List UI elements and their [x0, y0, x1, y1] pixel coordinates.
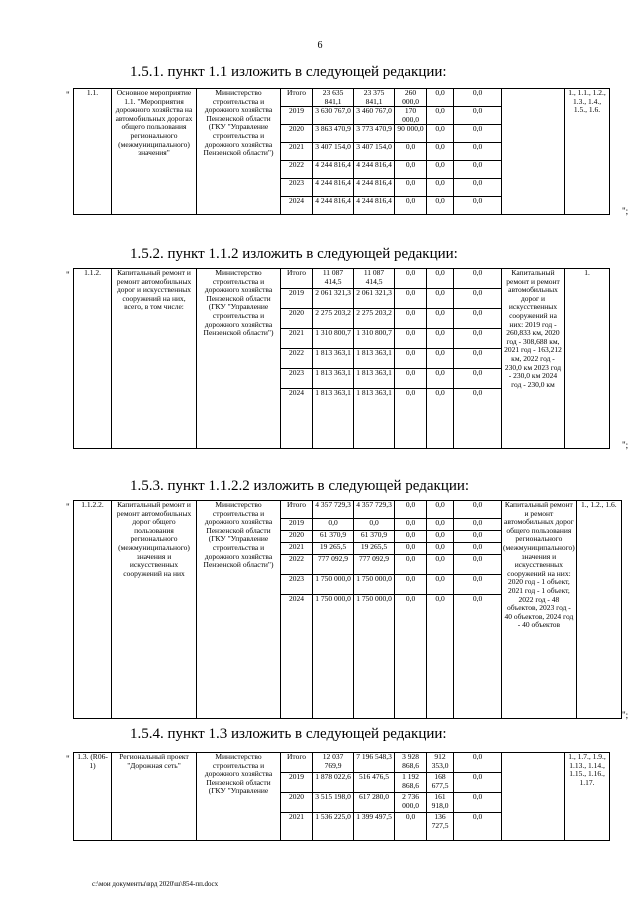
year-cell: Итого [281, 501, 313, 519]
year-cell: 2020 [281, 125, 313, 143]
year-cell: 2019 [281, 773, 313, 793]
opening-quote: " [66, 90, 70, 100]
measures-table [73, 500, 622, 719]
amount-cell: 0,0 [454, 519, 502, 531]
year-cell: 2021 [281, 143, 313, 161]
year-cell: 2022 [281, 555, 313, 575]
indicators-cell: 1., 1.7., 1.9., 1.13., 1.14., 1.15., 1.16., 1.17. [565, 753, 610, 841]
amount-cell: 0,0 [427, 595, 454, 719]
amount-cell: 61 370,9 [354, 531, 395, 543]
amount-cell: 0,0 [354, 519, 395, 531]
closing-quote: "; [622, 206, 629, 216]
amount-cell: 0,0 [454, 501, 502, 519]
amount-cell: 0,0 [454, 595, 502, 719]
page-number: 6 [317, 40, 323, 51]
amount-cell: 3 515 198,0 [313, 793, 354, 813]
year-cell: 2019 [281, 289, 313, 309]
amount-cell: 0,0 [427, 89, 454, 107]
amount-cell: 4 244 816,4 [354, 161, 395, 179]
item-number: 1.3. (R06-1) [74, 753, 112, 841]
amount-cell: 19 265,5 [354, 543, 395, 555]
measure-name: Капитальный ремонт и ремонт автомобильных дорог и искусственных сооружений на них, всего, в том числе: [112, 269, 197, 449]
amount-cell: 0,0 [454, 329, 502, 349]
amount-cell: 0,0 [395, 289, 427, 309]
amount-cell: 11 087 414,5 [354, 269, 395, 289]
executor: Министерство строительства и дорожного хозяйства Пензенской области (ГКУ "Управление строительства и дорожного хозяйства Пензенской области") [197, 501, 281, 719]
amount-cell: 0,0 [427, 349, 454, 369]
amount-cell: 0,0 [395, 519, 427, 531]
amount-cell: 0,0 [395, 501, 427, 519]
executor: Министерство строительства и дорожного хозяйства Пензенской области (ГКУ "Управление строительства и дорожного хозяйства Пензенской области") [197, 89, 281, 215]
amount-cell: 0,0 [454, 197, 502, 215]
amount-cell: 4 244 816,4 [313, 197, 354, 215]
amount-cell: 0,0 [395, 531, 427, 543]
amount-cell: 1 813 363,1 [354, 369, 395, 389]
table-row [74, 501, 622, 519]
year-cell: 2020 [281, 309, 313, 329]
amount-cell: 1 878 022,6 [313, 773, 354, 793]
amount-cell: 161 918,0 [427, 793, 454, 813]
amount-cell: 4 244 816,4 [354, 179, 395, 197]
section-heading: 1.5.1. пункт 1.1 изложить в следующей редакции: [130, 64, 447, 80]
amount-cell: 7 196 548,3 [354, 753, 395, 773]
amount-cell: 1 813 363,1 [354, 349, 395, 369]
amount-cell: 260 000,0 [395, 89, 427, 107]
amount-cell: 4 244 816,4 [313, 179, 354, 197]
amount-cell: 2 061 321,3 [313, 289, 354, 309]
year-cell: 2021 [281, 329, 313, 349]
amount-cell: 0,0 [454, 575, 502, 595]
year-cell: Итого [281, 269, 313, 289]
indicators-cell: 1., 1.2., 1.6. [576, 501, 621, 719]
amount-cell: 0,0 [454, 813, 502, 841]
amount-cell: 1 813 363,1 [354, 389, 395, 449]
amount-cell: 2 736 000,0 [395, 793, 427, 813]
amount-cell: 0,0 [427, 389, 454, 449]
amount-cell: 0,0 [454, 793, 502, 813]
amount-cell: 0,0 [454, 349, 502, 369]
amount-cell: 0,0 [454, 107, 502, 125]
amount-cell: 2 275 203,2 [354, 309, 395, 329]
amount-cell: 777 092,9 [354, 555, 395, 575]
amount-cell: 0,0 [454, 543, 502, 555]
amount-cell: 4 357 729,3 [313, 501, 354, 519]
amount-cell: 1 813 363,1 [313, 369, 354, 389]
amount-cell: 1 813 363,1 [313, 349, 354, 369]
year-cell: Итого [281, 753, 313, 773]
amount-cell: 3 773 470,9 [354, 125, 395, 143]
table-row [74, 753, 610, 773]
section-heading: 1.5.4. пункт 1.3 изложить в следующей редакции: [130, 726, 447, 742]
amount-cell: 0,0 [454, 289, 502, 309]
amount-cell: 1 813 363,1 [313, 389, 354, 449]
measure-name: Основное мероприятие 1.1. "Мероприятия дорожного хозяйства на автомобильных дорогах общего пользования регионального (межмуниципального) значения" [112, 89, 197, 215]
opening-quote: " [66, 754, 70, 764]
amount-cell: 1 310 800,7 [313, 329, 354, 349]
amount-cell: 0,0 [395, 389, 427, 449]
executor: Министерство строительства и дорожного хозяйства Пензенской области (ГКУ "Управление [197, 753, 281, 841]
item-number: 1.1.2.2. [74, 501, 112, 719]
amount-cell: 61 370,9 [313, 531, 354, 543]
amount-cell: 0,0 [454, 269, 502, 289]
indicators-cell: 1., 1.1., 1.2., 1.3., 1.4., 1.5., 1.6. [565, 89, 610, 215]
amount-cell: 3 928 868,6 [395, 753, 427, 773]
result-cell: Капитальный ремонт и ремонт автомобильных дорог общего пользования регионального (межмуниципального) значения и искусственных сооружений на них: 2020 год - 1 объект, 2021 год - 1 объект, 2022 год - 48 объектов, 2023 год - 40 объектов, 2024 год - 40 объектов [502, 501, 577, 719]
opening-quote: " [66, 270, 70, 280]
amount-cell: 0,0 [454, 89, 502, 107]
amount-cell: 0,0 [427, 555, 454, 575]
amount-cell: 3 407 154,0 [313, 143, 354, 161]
year-cell: 2019 [281, 107, 313, 125]
amount-cell: 0,0 [395, 329, 427, 349]
year-cell: 2022 [281, 349, 313, 369]
amount-cell: 0,0 [427, 161, 454, 179]
year-cell: Итого [281, 89, 313, 107]
amount-cell: 23 375 841,1 [354, 89, 395, 107]
section-heading: 1.5.2. пункт 1.1.2 изложить в следующей редакции: [130, 246, 458, 262]
indicators-cell: 1. [565, 269, 610, 449]
amount-cell: 4 244 816,4 [354, 197, 395, 215]
year-cell: 2021 [281, 813, 313, 841]
amount-cell: 0,0 [454, 555, 502, 575]
amount-cell: 0,0 [427, 531, 454, 543]
section-heading: 1.5.3. пункт 1.1.2.2 изложить в следующей редакции: [130, 478, 470, 494]
amount-cell: 0,0 [427, 369, 454, 389]
amount-cell: 0,0 [427, 143, 454, 161]
amount-cell: 0,0 [454, 389, 502, 449]
year-cell: 2020 [281, 793, 313, 813]
amount-cell: 617 280,0 [354, 793, 395, 813]
item-number: 1.1.2. [74, 269, 112, 449]
table-row [74, 269, 610, 289]
year-cell: 2023 [281, 369, 313, 389]
amount-cell: 0,0 [427, 197, 454, 215]
amount-cell: 19 265,5 [313, 543, 354, 555]
amount-cell: 1 310 800,7 [354, 329, 395, 349]
closing-quote: "; [622, 710, 629, 720]
amount-cell: 0,0 [454, 125, 502, 143]
measures-table [73, 268, 610, 449]
year-cell: 2024 [281, 197, 313, 215]
closing-quote: "; [622, 440, 629, 450]
year-cell: 2019 [281, 519, 313, 531]
amount-cell: 12 037 769,9 [313, 753, 354, 773]
amount-cell: 0,0 [395, 595, 427, 719]
amount-cell: 0,0 [427, 179, 454, 197]
footer-path: c:\мои документы\врд 2020\ш\854-пп.docx [92, 880, 219, 888]
amount-cell: 0,0 [427, 125, 454, 143]
result-cell [502, 753, 565, 841]
amount-cell: 0,0 [395, 179, 427, 197]
amount-cell: 0,0 [427, 543, 454, 555]
amount-cell: 777 092,9 [313, 555, 354, 575]
item-number: 1.1. [74, 89, 112, 215]
amount-cell: 1 536 225,0 [313, 813, 354, 841]
amount-cell: 3 407 154,0 [354, 143, 395, 161]
amount-cell: 0,0 [454, 773, 502, 793]
amount-cell: 0,0 [427, 575, 454, 595]
amount-cell: 170 000,0 [395, 107, 427, 125]
amount-cell: 0,0 [454, 143, 502, 161]
amount-cell: 0,0 [454, 753, 502, 773]
amount-cell: 1 750 000,0 [354, 575, 395, 595]
year-cell: 2024 [281, 389, 313, 449]
amount-cell: 0,0 [395, 349, 427, 369]
amount-cell: 0,0 [395, 543, 427, 555]
result-cell [502, 89, 565, 215]
amount-cell: 0,0 [395, 143, 427, 161]
amount-cell: 0,0 [427, 501, 454, 519]
amount-cell: 0,0 [454, 179, 502, 197]
amount-cell: 1 399 497,5 [354, 813, 395, 841]
amount-cell: 912 353,0 [427, 753, 454, 773]
year-cell: 2023 [281, 179, 313, 197]
amount-cell: 0,0 [395, 197, 427, 215]
amount-cell: 3 460 767,0 [354, 107, 395, 125]
amount-cell: 0,0 [454, 161, 502, 179]
amount-cell: 0,0 [395, 575, 427, 595]
amount-cell: 0,0 [395, 555, 427, 575]
amount-cell: 0,0 [395, 161, 427, 179]
measure-name: Капитальный ремонт и ремонт автомобильных дорог общего пользования регионального (межмуниципального) значения и искусственных сооружений на них [112, 501, 197, 719]
amount-cell: 3 863 470,9 [313, 125, 354, 143]
amount-cell: 0,0 [427, 519, 454, 531]
amount-cell: 90 000,0 [395, 125, 427, 143]
amount-cell: 1 750 000,0 [313, 595, 354, 719]
opening-quote: " [66, 502, 70, 512]
amount-cell: 1 750 000,0 [313, 575, 354, 595]
amount-cell: 0,0 [427, 289, 454, 309]
amount-cell: 0,0 [427, 309, 454, 329]
amount-cell: 0,0 [427, 107, 454, 125]
year-cell: 2023 [281, 575, 313, 595]
measures-table [73, 88, 610, 215]
amount-cell: 0,0 [454, 531, 502, 543]
amount-cell: 4 244 816,4 [313, 161, 354, 179]
amount-cell: 0,0 [427, 269, 454, 289]
year-cell: 2022 [281, 161, 313, 179]
amount-cell: 136 727,5 [427, 813, 454, 841]
amount-cell: 1 192 868,6 [395, 773, 427, 793]
amount-cell: 168 677,5 [427, 773, 454, 793]
amount-cell: 0,0 [395, 369, 427, 389]
table-row [74, 89, 610, 107]
measures-table [73, 752, 610, 841]
amount-cell: 516 476,5 [354, 773, 395, 793]
amount-cell: 0,0 [395, 309, 427, 329]
amount-cell: 0,0 [313, 519, 354, 531]
amount-cell: 0,0 [395, 269, 427, 289]
executor: Министерство строительства и дорожного хозяйства Пензенской области (ГКУ "Управление строительства и дорожного хозяйства Пензенской области") [197, 269, 281, 449]
amount-cell: 0,0 [427, 329, 454, 349]
amount-cell: 1 750 000,0 [354, 595, 395, 719]
amount-cell: 4 357 729,3 [354, 501, 395, 519]
year-cell: 2021 [281, 543, 313, 555]
amount-cell: 2 275 203,2 [313, 309, 354, 329]
amount-cell: 3 630 767,0 [313, 107, 354, 125]
amount-cell: 0,0 [454, 309, 502, 329]
amount-cell: 2 061 321,3 [354, 289, 395, 309]
amount-cell: 23 635 841,1 [313, 89, 354, 107]
amount-cell: 0,0 [395, 813, 427, 841]
result-cell: Капитальный ремонт и ремонт автомобильных дорог и искусственных сооружений на них: 2019 год - 260,833 км, 2020 год - 308,688 км, 2021 год - 163,212 км, 2022 год - 230,0 км 2023 год - 230,0 км 2024 год - 230,0 км [502, 269, 565, 449]
year-cell: 2020 [281, 531, 313, 543]
measure-name: Региональный проект "Дорожная сеть" [112, 753, 197, 841]
amount-cell: 11 087 414,5 [313, 269, 354, 289]
year-cell: 2024 [281, 595, 313, 719]
amount-cell: 0,0 [454, 369, 502, 389]
